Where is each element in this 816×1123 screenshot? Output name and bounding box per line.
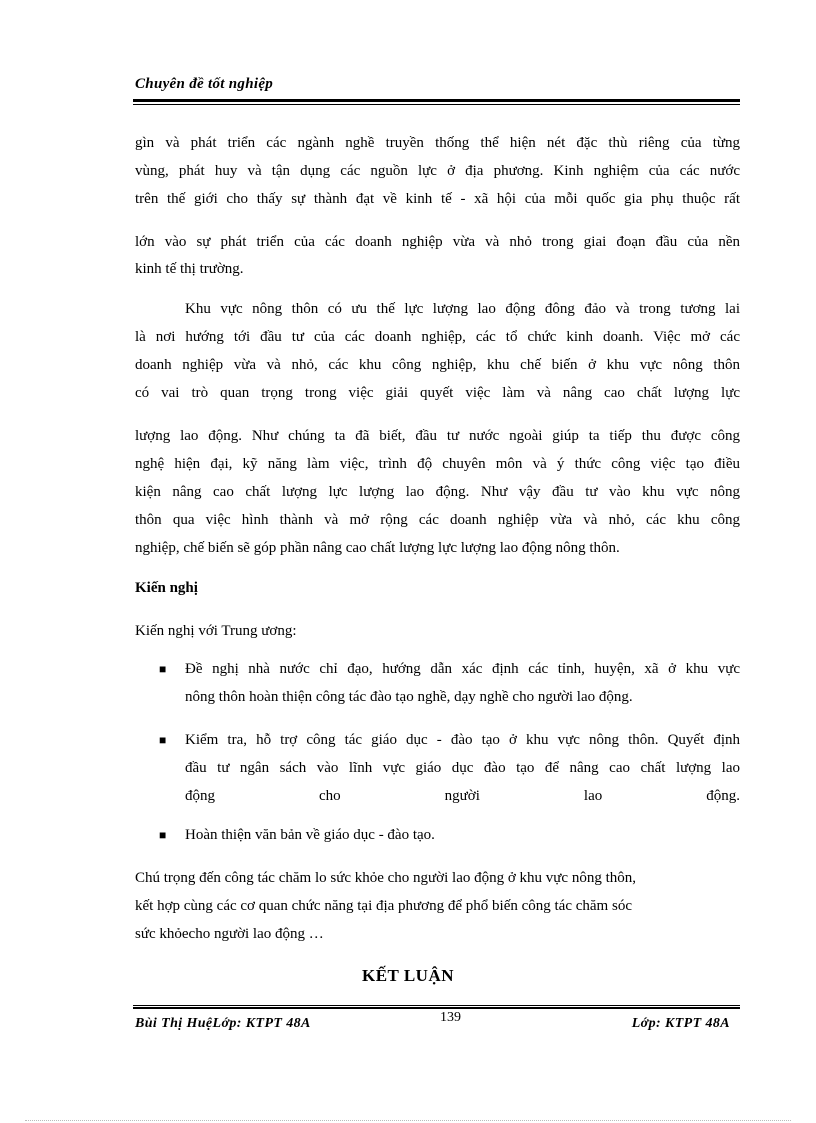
bullet-item-line: nông thôn hoàn thiện công tác đào tạo nghề, dạy nghề cho người lao động. — [185, 689, 633, 705]
footer-class: Lớp: KTPT 48A — [631, 1016, 730, 1031]
paragraph-3-line: Chú trọng đến công tác chăm lo sức khỏe cho người lao động ở khu vực nông thôn, — [135, 870, 636, 886]
page-edge-divider — [25, 1120, 791, 1121]
paragraph-1-line: kinh tế thị trường. — [135, 261, 244, 277]
paragraph-3-line: kết hợp cùng các cơ quan chức năng tại địa phương để phổ biến công tác chăm sóc — [135, 898, 632, 914]
intro-trung-uong: Kiến nghị với Trung ương: — [135, 623, 297, 639]
footer-author-class: Bùi Thị HuệLớp: KTPT 48A — [135, 1016, 311, 1031]
bullet-item-line: đầu tư ngân sách vào lĩnh vực giáo dục đào tạo để nâng cao chất lượng lao — [185, 760, 740, 776]
paragraph-2-line: Khu vực nông thôn có ưu thế lực lượng lao động đông đảo và trong tương lai — [185, 301, 740, 317]
paragraph-1-line: vùng, phát huy và tận dụng các nguồn lực ở địa phương. Kinh nghiệm của các nước — [135, 163, 740, 179]
paragraph-2-line: nghiệp, chế biến sẽ góp phần nâng cao chất lượng lực lượng lao động nông thôn. — [135, 540, 620, 556]
bullet-item-line: Hoàn thiện văn bản về giáo dục - đào tạo. — [185, 827, 435, 843]
page-header-title: Chuyên đề tốt nghiệp — [135, 76, 274, 92]
bullet-item-line: Đề nghị nhà nước chỉ đạo, hướng dẫn xác định các tỉnh, huyện, xã ở khu vực — [185, 661, 740, 677]
conclusion-heading: KẾT LUẬN — [361, 966, 454, 985]
square-bullet-icon: ■ — [159, 662, 167, 676]
footer-divider-thick — [133, 1007, 740, 1009]
paragraph-2-line: nghệ hiện đại, kỹ năng làm việc, trình độ chuyên môn và ý thức công việc tạo điều — [135, 456, 740, 472]
paragraph-2-line: lượng lao động. Như chúng ta đã biết, đầu tư nước ngoài giúp ta tiếp thu được công — [135, 428, 740, 444]
footer-divider-thin — [133, 1005, 740, 1006]
paragraph-2-line: thôn qua việc hình thành và mở rộng các doanh nghiệp vừa và nhỏ, các khu công — [135, 512, 740, 528]
header-divider-thin — [133, 104, 740, 105]
paragraph-1-line: gìn và phát triển các ngành nghề truyền thống thể hiện nét đặc thù riêng của từng — [135, 135, 740, 151]
paragraph-2-line: là nơi hướng tới đầu tư của các doanh nghiệp, các tổ chức kinh doanh. Việc mở các — [135, 329, 740, 345]
paragraph-2-line: doanh nghiệp vừa và nhỏ, các khu công nghiệp, khu chế biến ở khu vực nông thôn — [135, 357, 740, 373]
paragraph-1-line: lớn vào sự phát triển của các doanh nghiệp vừa và nhỏ trong giai đoạn đầu của nền — [135, 234, 740, 250]
page-number: 139 — [440, 1010, 461, 1025]
paragraph-3-line: sức khỏecho người lao động … — [135, 926, 324, 942]
bullet-item-line: Kiểm tra, hỗ trợ công tác giáo dục - đào tạo ở khu vực nông thôn. Quyết định — [185, 732, 740, 748]
paragraph-2-line: kiện nâng cao chất lượng lực lượng lao động. Như vậy đầu tư vào khu vực nông — [135, 484, 740, 500]
paragraph-1-line: trên thế giới cho thấy sự thành đạt về kinh tế - xã hội của mỗi quốc gia phụ thuộc rất — [135, 191, 740, 207]
square-bullet-icon: ■ — [159, 828, 167, 842]
bullet-item-line: động cho người lao động. — [185, 788, 740, 804]
square-bullet-icon: ■ — [159, 733, 167, 747]
section-heading-kien-nghi: Kiến nghị — [135, 580, 198, 596]
paragraph-2-line: có vai trò quan trọng trong việc giải quyết việc làm và nâng cao chất lượng lực — [135, 385, 740, 401]
header-divider-thick — [133, 99, 740, 102]
